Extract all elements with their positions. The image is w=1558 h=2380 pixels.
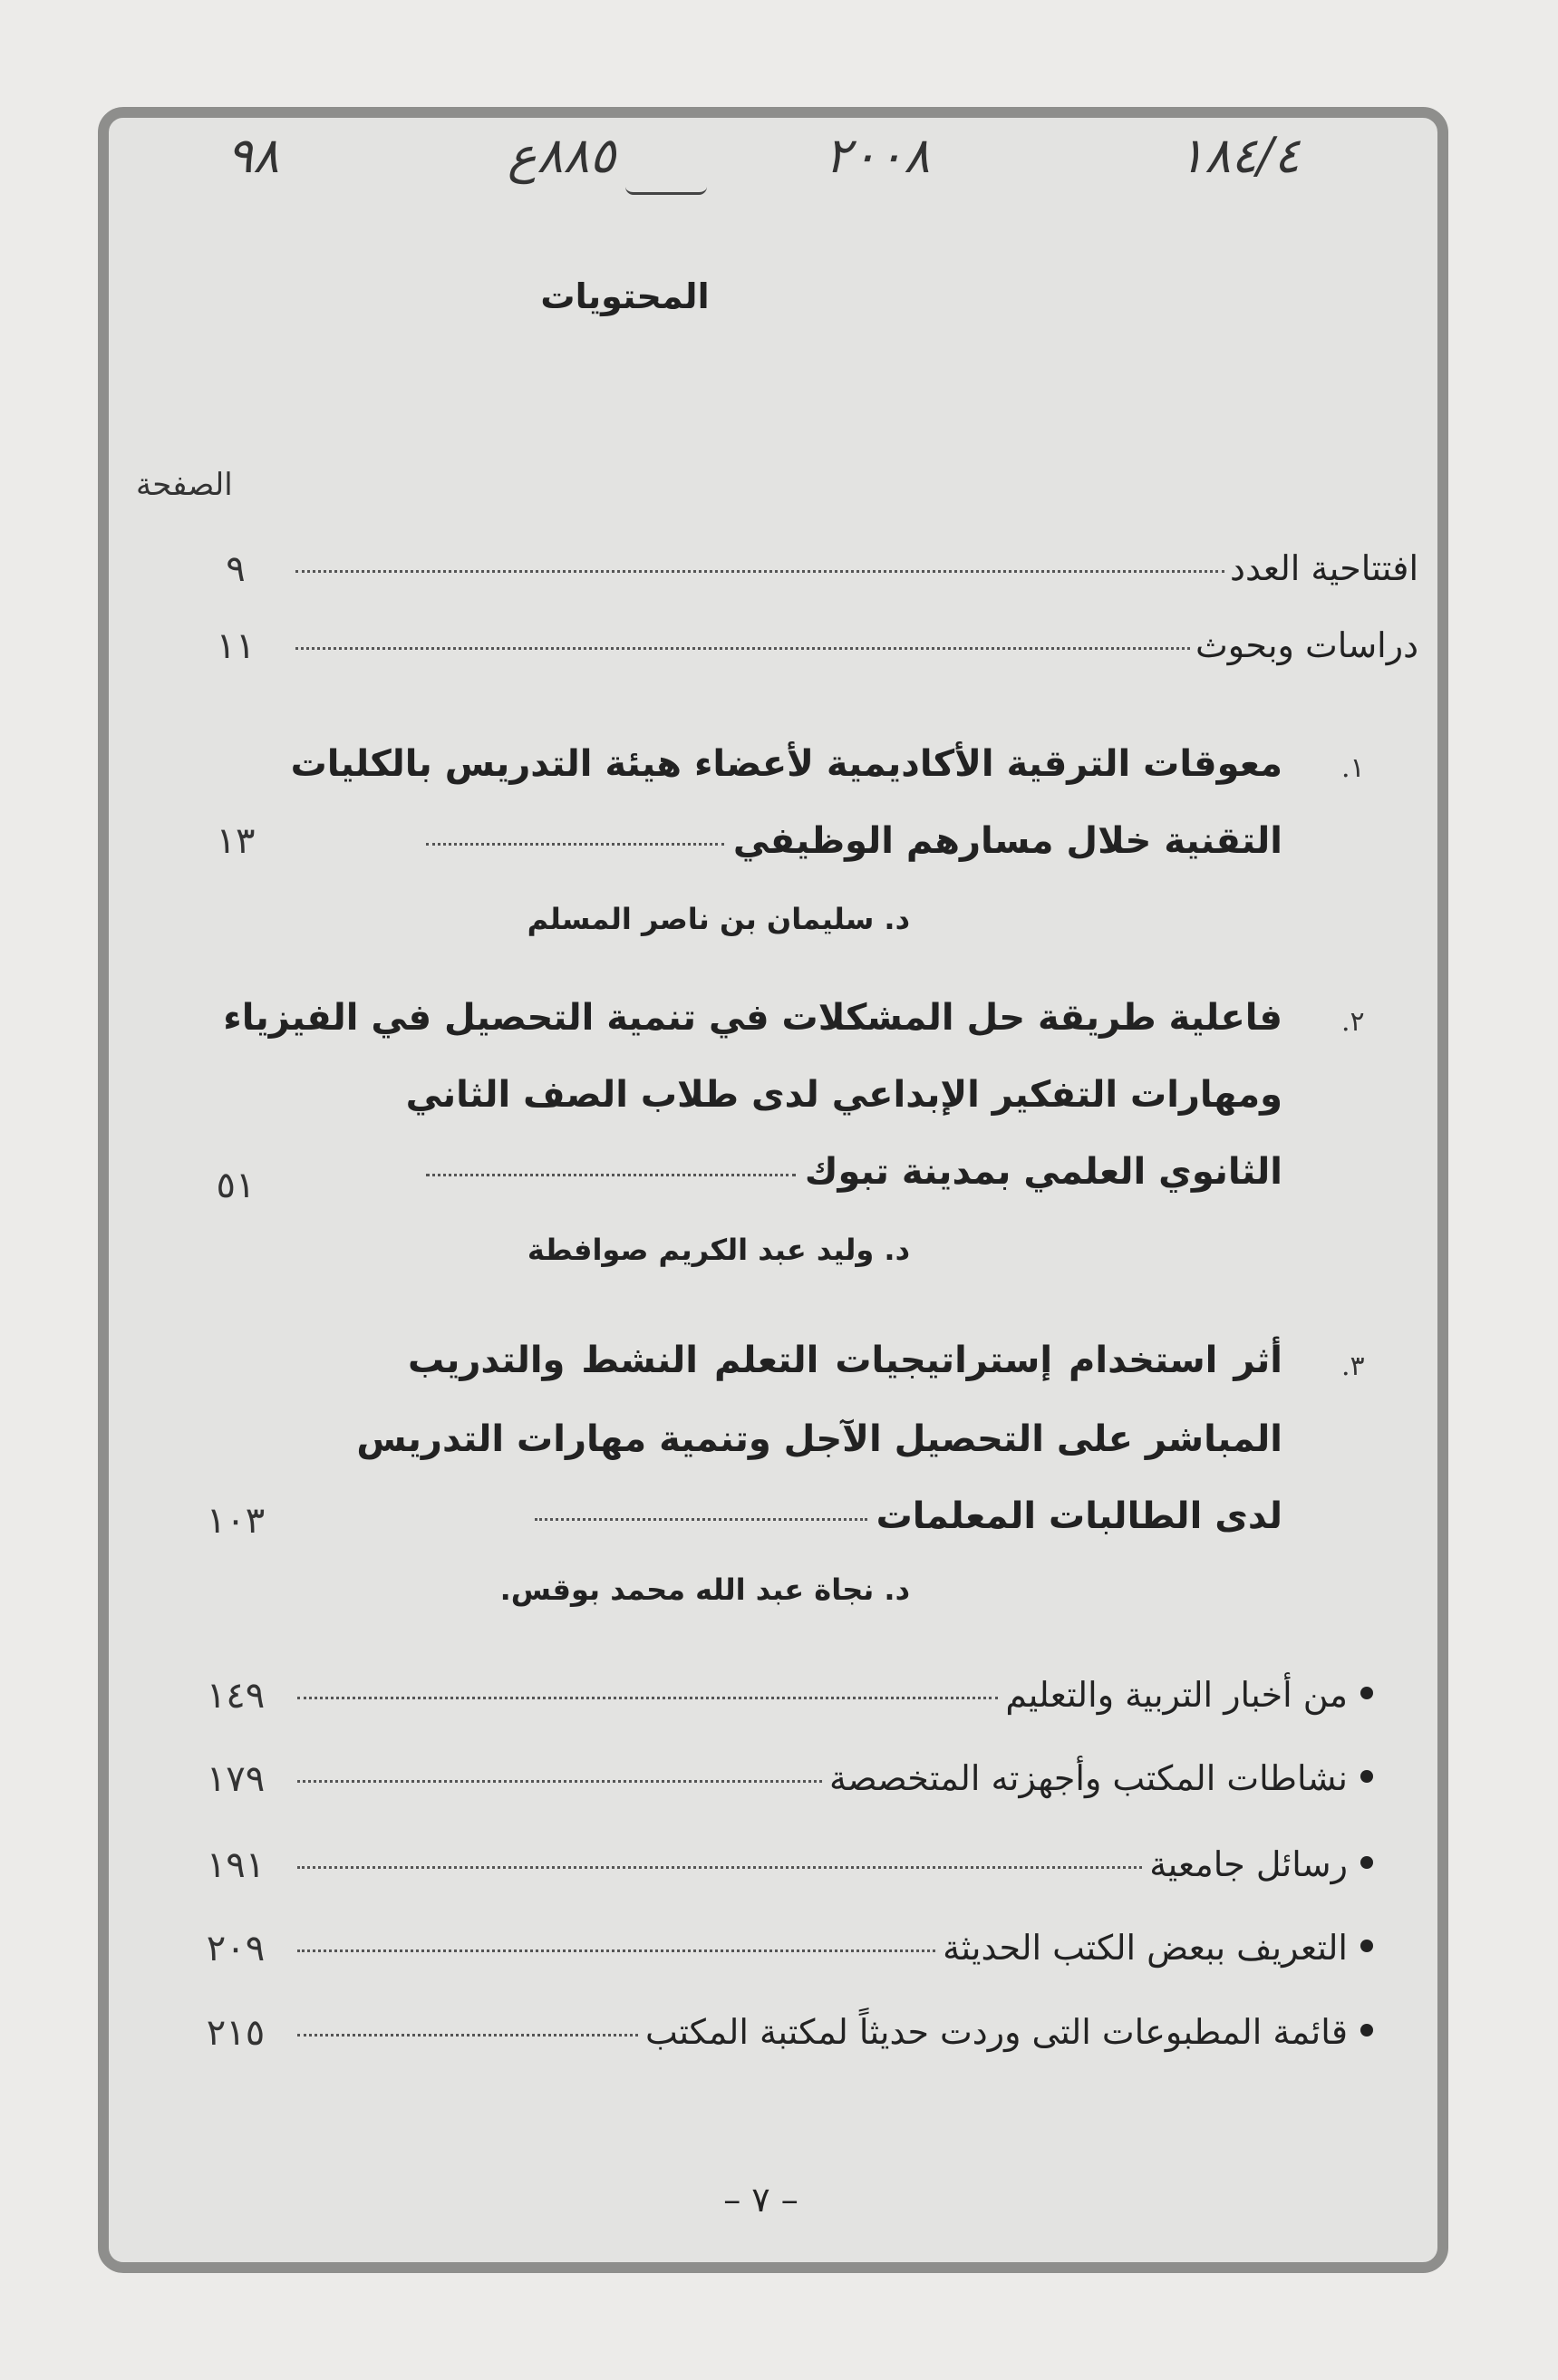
handwritten-note: ١٨٤/٤ [1178,127,1301,184]
toc-entry [290,548,1418,588]
article-title-text: التقنية خلال مسارهم الوظيفي [732,820,1282,862]
article-title-last-line [526,1495,1282,1537]
article-title-line: فاعلية طريقة حل المشكلات في تنمية التحصيل في الفيزياء [223,997,1282,1039]
article-author: د. وليد عبد الكريم صوافطة [527,1233,910,1267]
article-number: ٢. [1341,1006,1365,1038]
article-author: د. سليمان بن ناصر المسلم [527,902,910,936]
toc-entry-label: افتتاحية العدد [1230,548,1418,588]
toc-entry-label: دراسات وبحوث [1195,625,1418,665]
bullet-icon [1360,1856,1373,1869]
handwritten-scribble [625,187,707,195]
article-author: د. نجاة عبد الله محمد بوقس. [499,1572,910,1607]
toc-page-number: ١٩١ [206,1844,266,1886]
handwritten-note: ٢٠٠٨ [825,127,931,184]
bullet-icon [1360,1687,1373,1699]
bullet-icon [1360,2024,1373,2037]
toc-entry-label: التعريف ببعض الكتب الحديثة [943,1928,1348,1968]
article-title-text: الثانوي العلمي بمدينة تبوك [804,1151,1282,1193]
leader-dots [426,843,724,846]
toc-page-number: ١٧٩ [206,1758,266,1800]
article-title-line: ومهارات التفكير الإبداعي لدى طلاب الصف الثاني [405,1074,1282,1116]
toc-page-number: ٥١ [216,1165,256,1206]
article-title-line: أثر استخدام إستراتيجيات التعلم النشط والتدريب [408,1340,1282,1381]
bullet-icon [1360,1770,1373,1783]
toc-bullet-entry [290,1758,1373,1798]
toc-bullet-entry [290,2012,1373,2052]
leader-dots [297,2034,638,2037]
handwritten-note: ٩٨ [227,127,280,184]
page-column-label: الصفحة [136,467,233,503]
toc-entry-label: نشاطات المكتب وأجهزته المتخصصة [829,1758,1348,1798]
toc-page-number: ٩ [226,548,246,590]
toc-entry-label: رسائل جامعية [1149,1844,1348,1884]
toc-entry-label: من أخبار التربية والتعليم [1005,1675,1348,1715]
leader-dots [297,1780,822,1783]
page-number-footer: – ٧ – [723,2180,798,2220]
leader-dots [297,1949,935,1952]
toc-page-number: ١٣ [216,820,256,862]
toc-entry-label: قائمة المطبوعات التى وردت حديثاً لمكتبة المكتب [645,2012,1348,2052]
toc-page-number: ٢٠٩ [206,1928,266,1969]
leader-dots [426,1174,796,1176]
toc-page-number: ١٠٣ [206,1500,266,1542]
page-title: المحتويات [540,276,710,316]
leader-dots [297,1866,1142,1869]
toc-bullet-entry [290,1675,1373,1715]
toc-bullet-entry [290,1928,1373,1968]
toc-page-number: ١٤٩ [206,1675,266,1717]
article-number: ١. [1341,752,1365,784]
article-title-line: معوقات الترقية الأكاديمية لأعضاء هيئة التدريس بالكليات [290,743,1282,785]
leader-dots [295,570,1224,573]
toc-bullet-entry [290,1844,1373,1884]
handwritten-note: ٨٨٥ع [508,127,616,184]
article-title-text: لدى الطالبات المعلمات [876,1495,1282,1537]
leader-dots [295,647,1190,650]
article-title-last-line [417,820,1282,862]
toc-page-number: ١١ [216,625,256,667]
article-title-last-line [417,1151,1282,1193]
toc-entry [290,625,1418,665]
toc-page-number: ٢١٥ [206,2012,266,2054]
article-number: ٣. [1341,1350,1365,1382]
leader-dots [535,1518,867,1521]
article-title-line: المباشر على التحصيل الآجل وتنمية مهارات التدريس [356,1418,1282,1460]
leader-dots [297,1697,998,1699]
bullet-icon [1360,1940,1373,1952]
